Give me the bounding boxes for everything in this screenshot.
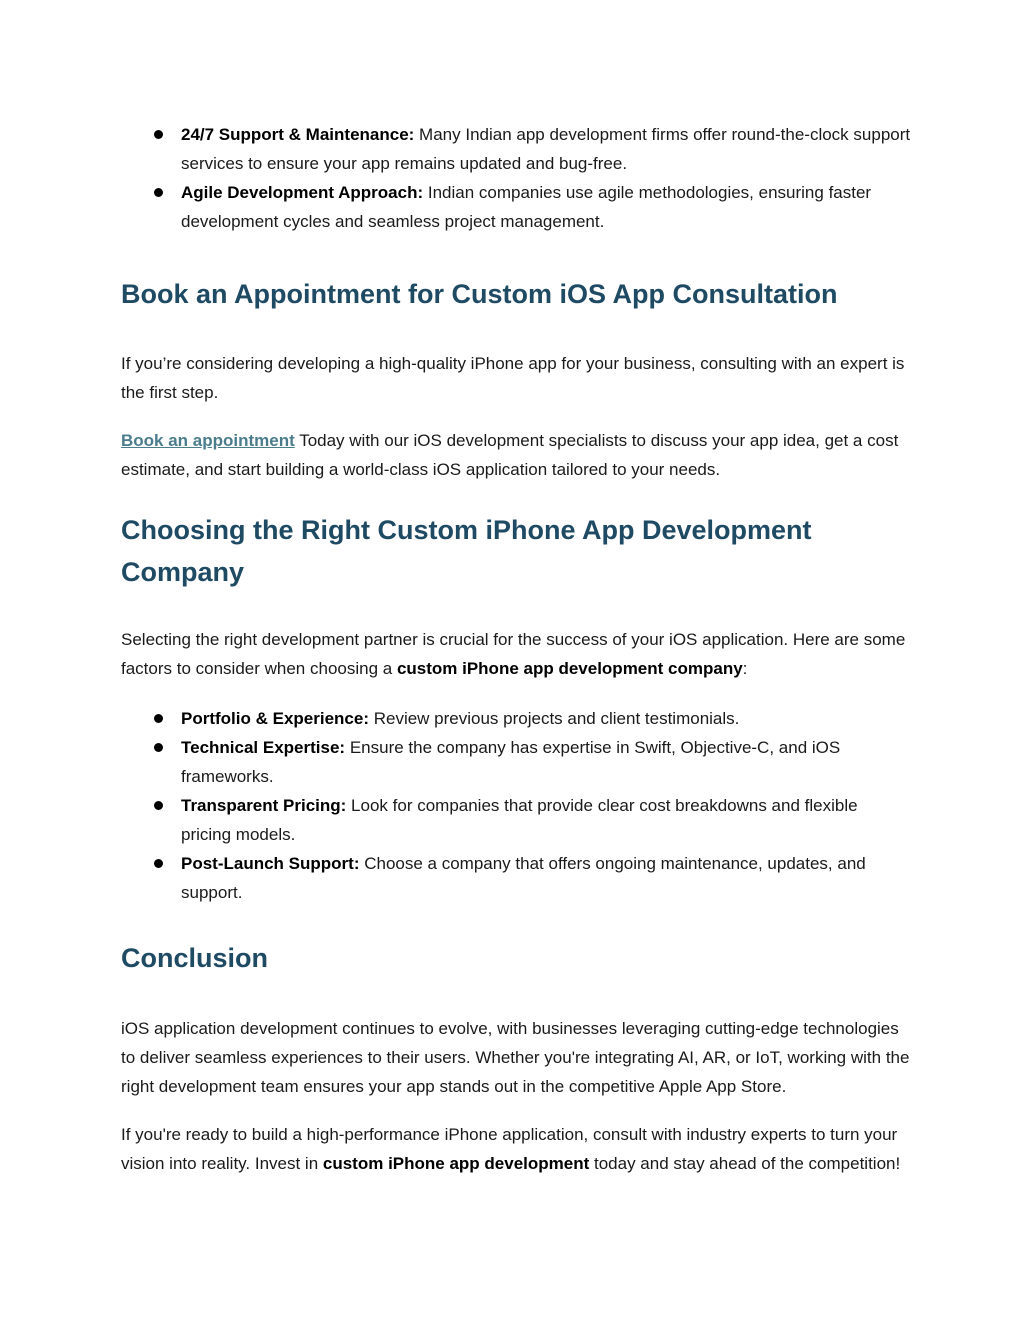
bullet-label: Technical Expertise: [181, 738, 346, 757]
bullet-icon [154, 188, 163, 197]
bullet-icon [154, 859, 163, 868]
book-appointment-link[interactable]: Book an appointment [121, 431, 295, 450]
bullet-text: Indian companies use agile methodologies, ensuring faster development cycles and seamless project management. [181, 183, 872, 231]
heading-choosing: Choosing the Right Custom iPhone App Development Company [121, 515, 812, 587]
conclusion-paragraph-1: iOS application development continues to evolve, with businesses leveraging cutting-edge technologies to deliver seamless experiences to their users. Whether you're integrating AI, AR, or IoT, working with the right development team ensures your app stands out in the competitive Apple App Store. [121, 1019, 910, 1096]
bullet-label: Transparent Pricing: [181, 796, 347, 815]
bullet-icon [154, 130, 163, 139]
appointment-cta-paragraph [121, 426, 911, 484]
bullet-icon [154, 801, 163, 810]
bullet-label: Portfolio & Experience: [181, 709, 369, 728]
conclusion-paragraph-2 [121, 1120, 911, 1178]
list-item [121, 849, 911, 907]
list-item [121, 791, 911, 849]
bullet-text: Ensure the company has expertise in Swift, Objective-C, and iOS frameworks. [181, 738, 841, 786]
bullet-icon [154, 743, 163, 752]
cta-text: Today with our iOS development specialists to discuss your app idea, get a cost estimate, and start building a world-class iOS application tailored to your needs. [121, 431, 899, 479]
conclusion-end: today and stay ahead of the competition! [589, 1154, 901, 1173]
factors-bullet-list [121, 704, 911, 907]
conclusion-bold: custom iPhone app development [322, 1154, 590, 1173]
bullet-label: Post-Launch Support: [181, 854, 360, 873]
conclusion-text: If you're ready to build a high-performance iPhone application, consult with industry experts to turn your vision into reality. Invest in [121, 1125, 898, 1173]
bullet-icon [154, 714, 163, 723]
list-item [121, 733, 911, 791]
list-item [121, 120, 911, 178]
choosing-text: Selecting the right development partner is crucial for the success of your iOS application. Here are some factors to consider when choosing a [121, 630, 906, 678]
intro-bullet-list [121, 120, 911, 236]
appointment-paragraph: If you’re considering developing a high-quality iPhone app for your business, consulting with an expert is the first step. [121, 354, 905, 402]
choosing-bold: custom iPhone app development company [396, 659, 743, 678]
heading-conclusion: Conclusion [121, 943, 268, 973]
bullet-text: Many Indian app development firms offer round-the-clock support services to ensure your app remains updated and bug-free. [181, 125, 911, 173]
bullet-label: 24/7 Support & Maintenance: [181, 125, 415, 144]
list-item [121, 704, 911, 733]
document-page [121, 120, 911, 1178]
choosing-paragraph [121, 625, 911, 683]
heading-appointment: Book an Appointment for Custom iOS App Consultation [121, 279, 838, 309]
choosing-end: : [742, 659, 748, 678]
bullet-text: Look for companies that provide clear cost breakdowns and flexible pricing models. [181, 796, 858, 844]
bullet-text: Choose a company that offers ongoing maintenance, updates, and support. [181, 854, 866, 902]
bullet-text: Review previous projects and client testimonials. [368, 709, 740, 728]
bullet-label: Agile Development Approach: [181, 183, 424, 202]
list-item [121, 178, 911, 236]
